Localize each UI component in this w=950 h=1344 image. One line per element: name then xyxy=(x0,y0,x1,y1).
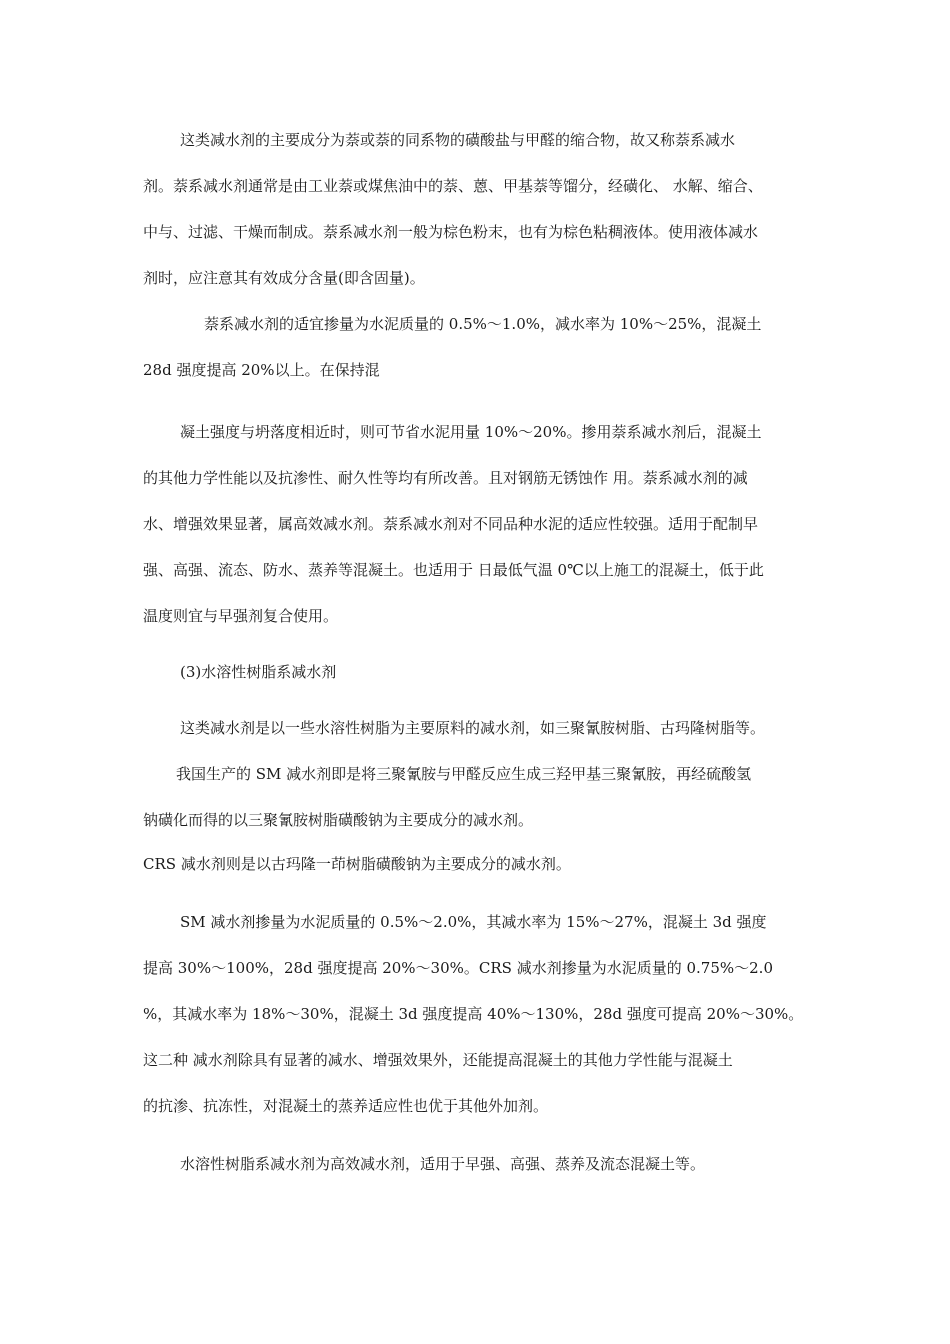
text-line: SM 减水剂掺量为水泥质量的 0.5%～2.0%，其减水率为 15%～27%，混凝土 3d 强度 xyxy=(180,913,767,931)
text-line: 28d 强度提高 20%以上。在保持混 xyxy=(143,361,380,379)
text-line: 提高 30%～100%，28d 强度提高 20%～30%。CRS 减水剂掺量为水泥质量的 0.75%～2.0 xyxy=(143,959,773,977)
text-line: 的其他力学性能以及抗渗性、耐久性等均有所改善。且对钢筋无锈蚀作 用。萘系减水剂的减 xyxy=(143,469,748,487)
text-line: 水溶性树脂系减水剂为高效减水剂，适用于早强、高强、蒸养及流态混凝土等。 xyxy=(180,1155,706,1173)
text-line: 剂。萘系减水剂通常是由工业萘或煤焦油中的萘、蒽、甲基萘等馏分，经磺化、 水解、缩合、 xyxy=(143,177,763,195)
text-line: 剂时，应注意其有效成分含量(即含固量)。 xyxy=(143,269,425,287)
text-line: 这类减水剂是以一些水溶性树脂为主要原料的减水剂，如三聚氰胺树脂、古玛隆树脂等。 xyxy=(180,719,766,737)
text-line: 强、高强、流态、防水、蒸养等混凝土。也适用于 日最低气温 0℃以上施工的混凝土，低于此 xyxy=(143,561,764,579)
text-line: 的抗渗、抗冻性，对混凝土的蒸养适应性也优于其他外加剂。 xyxy=(143,1097,549,1115)
text-line: %，其减水率为 18%～30%，混凝土 3d 强度提高 40%～130%，28d 强度可提高 20%～30%。 xyxy=(143,1005,804,1023)
text-line: 水、增强效果显著，属高效减水剂。萘系减水剂对不同品种水泥的适应性较强。适用于配制早 xyxy=(143,515,759,533)
text-line: 萘系减水剂的适宜掺量为水泥质量的 0.5%～1.0%，减水率为 10%～25%，混凝土 xyxy=(204,315,762,333)
text-line: 这二种 减水剂除具有显著的减水、增强效果外，还能提高混凝土的其他力学性能与混凝土 xyxy=(143,1051,733,1069)
text-line: 凝土强度与坍落度相近时，则可节省水泥用量 10%～20%。掺用萘系减水剂后，混凝土 xyxy=(180,423,762,441)
text-line: 中与、过滤、干燥而制成。萘系减水剂一般为棕色粉末，也有为棕色粘稠液体。使用液体减水 xyxy=(143,223,759,241)
text-line: 温度则宜与早强剂复合使用。 xyxy=(143,607,339,625)
text-line: CRS 减水剂则是以古玛隆一茚树脂磺酸钠为主要成分的减水剂。 xyxy=(143,855,571,873)
text-line: 我国生产的 SM 减水剂即是将三聚氰胺与甲醛反应生成三羟甲基三聚氰胺，再经硫酸氢 xyxy=(176,765,752,783)
section-heading: (3)水溶性树脂系减水剂 xyxy=(180,663,337,681)
text-line: 这类减水剂的主要成分为萘或萘的同系物的磺酸盐与甲醛的缩合物，故又称萘系减水 xyxy=(180,131,736,149)
text-line: 钠磺化而得的以三聚氰胺树脂磺酸钠为主要成分的减水剂。 xyxy=(143,811,534,829)
